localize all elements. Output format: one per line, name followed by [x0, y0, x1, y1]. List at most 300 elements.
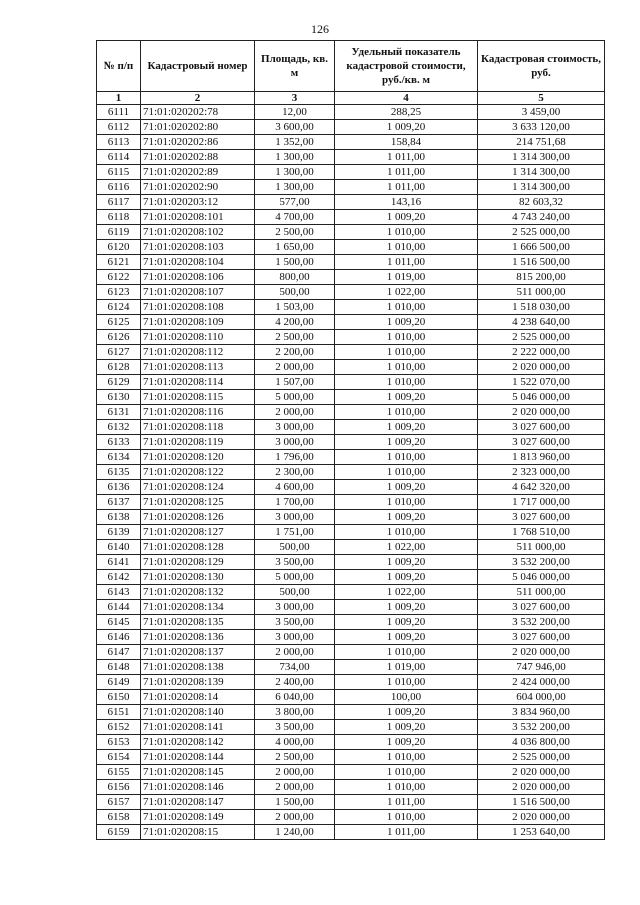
area-cell: 2 000,00 — [255, 405, 335, 420]
area-cell: 3 500,00 — [255, 720, 335, 735]
row-number-cell: 6132 — [97, 420, 141, 435]
table-row — [97, 300, 605, 315]
row-number-cell: 6117 — [97, 195, 141, 210]
cadastral-number-cell: 71:01:020208:116 — [141, 405, 255, 420]
unit-value-cell: 288,25 — [335, 105, 478, 120]
cadastral-number-cell: 71:01:020208:102 — [141, 225, 255, 240]
cadastral-value-cell: 511 000,00 — [478, 585, 605, 600]
area-cell: 2 000,00 — [255, 765, 335, 780]
table-row — [97, 525, 605, 540]
unit-value-cell: 1 010,00 — [335, 765, 478, 780]
row-number-cell: 6145 — [97, 615, 141, 630]
cadastral-value-cell: 1 516 500,00 — [478, 795, 605, 810]
unit-value-cell: 1 010,00 — [335, 360, 478, 375]
cadastral-value-cell: 2 020 000,00 — [478, 405, 605, 420]
row-number-cell: 6146 — [97, 630, 141, 645]
cadastral-number-cell: 71:01:020208:149 — [141, 810, 255, 825]
row-number-cell: 6119 — [97, 225, 141, 240]
row-number-cell: 6137 — [97, 495, 141, 510]
cadastral-number-cell: 71:01:020208:130 — [141, 570, 255, 585]
cadastral-number-cell: 71:01:020208:147 — [141, 795, 255, 810]
unit-value-cell: 1 010,00 — [335, 675, 478, 690]
row-number-cell: 6150 — [97, 690, 141, 705]
column-number: 2 — [141, 92, 255, 105]
area-cell: 2 000,00 — [255, 360, 335, 375]
row-number-cell: 6157 — [97, 795, 141, 810]
unit-value-cell: 1 022,00 — [335, 585, 478, 600]
table-row — [97, 585, 605, 600]
cadastral-value-cell: 747 946,00 — [478, 660, 605, 675]
cadastral-number-cell: 71:01:020202:86 — [141, 135, 255, 150]
row-number-cell: 6133 — [97, 435, 141, 450]
row-number-cell: 6114 — [97, 150, 141, 165]
cadastral-number-cell: 71:01:020208:134 — [141, 600, 255, 615]
header-cadastral-number: Кадастровый номер — [141, 41, 255, 92]
unit-value-cell: 1 011,00 — [335, 795, 478, 810]
area-cell: 500,00 — [255, 285, 335, 300]
cadastral-number-cell: 71:01:020208:14 — [141, 690, 255, 705]
row-number-cell: 6125 — [97, 315, 141, 330]
unit-value-cell: 1 010,00 — [335, 375, 478, 390]
cadastral-value-cell: 214 751,68 — [478, 135, 605, 150]
cadastral-value-cell: 4 238 640,00 — [478, 315, 605, 330]
cadastral-number-cell: 71:01:020208:113 — [141, 360, 255, 375]
cadastral-number-cell: 71:01:020208:145 — [141, 765, 255, 780]
cadastral-value-cell: 1 768 510,00 — [478, 525, 605, 540]
cadastral-number-cell: 71:01:020208:142 — [141, 735, 255, 750]
header-area: Площадь, кв. м — [255, 41, 335, 92]
cadastral-value-cell: 1 516 500,00 — [478, 255, 605, 270]
unit-value-cell: 1 009,20 — [335, 315, 478, 330]
area-cell: 1 300,00 — [255, 150, 335, 165]
unit-value-cell: 143,16 — [335, 195, 478, 210]
cadastral-value-cell: 1 314 300,00 — [478, 180, 605, 195]
area-cell: 1 300,00 — [255, 180, 335, 195]
cadastral-number-cell: 71:01:020208:104 — [141, 255, 255, 270]
unit-value-cell: 1 009,20 — [335, 720, 478, 735]
unit-value-cell: 1 010,00 — [335, 750, 478, 765]
area-cell: 12,00 — [255, 105, 335, 120]
unit-value-cell: 100,00 — [335, 690, 478, 705]
cadastral-number-cell: 71:01:020202:89 — [141, 165, 255, 180]
cadastral-number-cell: 71:01:020208:140 — [141, 705, 255, 720]
unit-value-cell: 1 019,00 — [335, 270, 478, 285]
area-cell: 1 751,00 — [255, 525, 335, 540]
area-cell: 3 600,00 — [255, 120, 335, 135]
row-number-cell: 6139 — [97, 525, 141, 540]
area-cell: 6 040,00 — [255, 690, 335, 705]
row-number-cell: 6136 — [97, 480, 141, 495]
area-cell: 4 700,00 — [255, 210, 335, 225]
row-number-cell: 6159 — [97, 825, 141, 840]
cadastral-number-cell: 71:01:020208:125 — [141, 495, 255, 510]
cadastral-number-cell: 71:01:020208:141 — [141, 720, 255, 735]
unit-value-cell: 1 010,00 — [335, 810, 478, 825]
area-cell: 3 000,00 — [255, 630, 335, 645]
table-row — [97, 375, 605, 390]
cadastral-value-cell: 3 027 600,00 — [478, 420, 605, 435]
area-cell: 2 500,00 — [255, 750, 335, 765]
cadastral-value-cell: 3 027 600,00 — [478, 630, 605, 645]
cadastral-number-cell: 71:01:020208:115 — [141, 390, 255, 405]
area-cell: 734,00 — [255, 660, 335, 675]
cadastral-value-cell: 2 020 000,00 — [478, 810, 605, 825]
area-cell: 500,00 — [255, 540, 335, 555]
unit-value-cell: 1 009,20 — [335, 630, 478, 645]
unit-value-cell: 1 009,20 — [335, 120, 478, 135]
cadastral-value-cell: 3 532 200,00 — [478, 720, 605, 735]
table-row — [97, 555, 605, 570]
unit-value-cell: 1 009,20 — [335, 705, 478, 720]
table-row — [97, 405, 605, 420]
table-row — [97, 435, 605, 450]
cadastral-value-cell: 1 522 070,00 — [478, 375, 605, 390]
area-cell: 1 300,00 — [255, 165, 335, 180]
cadastral-number-cell: 71:01:020208:137 — [141, 645, 255, 660]
cadastral-value-cell: 511 000,00 — [478, 540, 605, 555]
unit-value-cell: 1 009,20 — [335, 420, 478, 435]
cadastral-value-cell: 3 834 960,00 — [478, 705, 605, 720]
unit-value-cell: 1 009,20 — [335, 480, 478, 495]
cadastral-value-cell: 5 046 000,00 — [478, 570, 605, 585]
cadastral-value-cell: 2 020 000,00 — [478, 360, 605, 375]
cadastral-value-cell: 5 046 000,00 — [478, 390, 605, 405]
cadastral-value-cell: 2 525 000,00 — [478, 225, 605, 240]
table-row — [97, 180, 605, 195]
cadastral-value-cell: 1 314 300,00 — [478, 150, 605, 165]
cadastral-number-cell: 71:01:020208:108 — [141, 300, 255, 315]
cadastral-number-cell: 71:01:020208:112 — [141, 345, 255, 360]
column-number: 4 — [335, 92, 478, 105]
cadastral-value-cell: 511 000,00 — [478, 285, 605, 300]
cadastral-value-cell: 2 323 000,00 — [478, 465, 605, 480]
area-cell: 2 200,00 — [255, 345, 335, 360]
cadastral-number-cell: 71:01:020208:103 — [141, 240, 255, 255]
table-row — [97, 720, 605, 735]
area-cell: 1 650,00 — [255, 240, 335, 255]
row-number-cell: 6138 — [97, 510, 141, 525]
unit-value-cell: 158,84 — [335, 135, 478, 150]
row-number-cell: 6158 — [97, 810, 141, 825]
row-number-cell: 6152 — [97, 720, 141, 735]
column-number: 5 — [478, 92, 605, 105]
row-number-cell: 6141 — [97, 555, 141, 570]
unit-value-cell: 1 010,00 — [335, 330, 478, 345]
cadastral-number-cell: 71:01:020208:126 — [141, 510, 255, 525]
row-number-cell: 6153 — [97, 735, 141, 750]
area-cell: 3 500,00 — [255, 555, 335, 570]
area-cell: 3 500,00 — [255, 615, 335, 630]
row-number-cell: 6149 — [97, 675, 141, 690]
area-cell: 500,00 — [255, 585, 335, 600]
unit-value-cell: 1 010,00 — [335, 525, 478, 540]
table-row — [97, 645, 605, 660]
unit-value-cell: 1 009,20 — [335, 615, 478, 630]
row-number-cell: 6123 — [97, 285, 141, 300]
unit-value-cell: 1 011,00 — [335, 150, 478, 165]
area-cell: 3 000,00 — [255, 510, 335, 525]
cadastral-value-cell: 3 532 200,00 — [478, 555, 605, 570]
row-number-cell: 6129 — [97, 375, 141, 390]
table-row — [97, 360, 605, 375]
table-row — [97, 675, 605, 690]
unit-value-cell: 1 010,00 — [335, 225, 478, 240]
table-row — [97, 810, 605, 825]
cadastral-value-cell: 4 036 800,00 — [478, 735, 605, 750]
unit-value-cell: 1 011,00 — [335, 255, 478, 270]
row-number-cell: 6155 — [97, 765, 141, 780]
table-row — [97, 705, 605, 720]
header-row-number: № п/п — [97, 41, 141, 92]
table-row — [97, 750, 605, 765]
table-row — [97, 315, 605, 330]
table-row — [97, 135, 605, 150]
cadastral-value-cell: 3 633 120,00 — [478, 120, 605, 135]
area-cell: 3 000,00 — [255, 600, 335, 615]
cadastral-value-cell: 2 525 000,00 — [478, 750, 605, 765]
unit-value-cell: 1 009,20 — [335, 600, 478, 615]
row-number-cell: 6128 — [97, 360, 141, 375]
cadastral-number-cell: 71:01:020208:139 — [141, 675, 255, 690]
table-row — [97, 240, 605, 255]
cadastral-number-cell: 71:01:020208:110 — [141, 330, 255, 345]
area-cell: 2 400,00 — [255, 675, 335, 690]
table-header — [97, 41, 605, 105]
area-cell: 3 800,00 — [255, 705, 335, 720]
area-cell: 2 000,00 — [255, 645, 335, 660]
unit-value-cell: 1 009,20 — [335, 555, 478, 570]
row-number-cell: 6130 — [97, 390, 141, 405]
table-row — [97, 225, 605, 240]
table-row — [97, 105, 605, 120]
row-number-cell: 6118 — [97, 210, 141, 225]
table-row — [97, 390, 605, 405]
table-row — [97, 285, 605, 300]
unit-value-cell: 1 009,20 — [335, 210, 478, 225]
cadastral-number-cell: 71:01:020208:107 — [141, 285, 255, 300]
cadastral-value-cell: 1 518 030,00 — [478, 300, 605, 315]
table-row — [97, 465, 605, 480]
area-cell: 5 000,00 — [255, 570, 335, 585]
table-row — [97, 330, 605, 345]
cadastral-number-cell: 71:01:020208:144 — [141, 750, 255, 765]
table-row — [97, 780, 605, 795]
table-row — [97, 615, 605, 630]
row-number-cell: 6112 — [97, 120, 141, 135]
header-unit-value: Удельный показатель кадастровой стоимости, руб./кв. м — [335, 41, 478, 92]
cadastral-number-cell: 71:01:020208:119 — [141, 435, 255, 450]
cadastral-value-cell: 2 424 000,00 — [478, 675, 605, 690]
table-row — [97, 690, 605, 705]
cadastral-number-cell: 71:01:020208:114 — [141, 375, 255, 390]
cadastral-number-cell: 71:01:020203:12 — [141, 195, 255, 210]
table-row — [97, 150, 605, 165]
row-number-cell: 6126 — [97, 330, 141, 345]
page-number: 126 — [311, 22, 329, 36]
table-row — [97, 480, 605, 495]
unit-value-cell: 1 010,00 — [335, 465, 478, 480]
row-number-cell: 6131 — [97, 405, 141, 420]
cadastral-value-cell: 3 459,00 — [478, 105, 605, 120]
unit-value-cell: 1 009,20 — [335, 435, 478, 450]
area-cell: 2 300,00 — [255, 465, 335, 480]
cadastral-value-cell: 2 020 000,00 — [478, 765, 605, 780]
table-row — [97, 600, 605, 615]
table-row — [97, 210, 605, 225]
header-cadastral-value: Кадастровая стоимость, руб. — [478, 41, 605, 92]
column-number: 3 — [255, 92, 335, 105]
row-number-cell: 6148 — [97, 660, 141, 675]
cadastral-value-cell: 2 020 000,00 — [478, 780, 605, 795]
cadastral-value-cell: 1 253 640,00 — [478, 825, 605, 840]
unit-value-cell: 1 010,00 — [335, 780, 478, 795]
unit-value-cell: 1 019,00 — [335, 660, 478, 675]
table-row — [97, 120, 605, 135]
table-row — [97, 270, 605, 285]
row-number-cell: 6122 — [97, 270, 141, 285]
unit-value-cell: 1 010,00 — [335, 405, 478, 420]
unit-value-cell: 1 009,20 — [335, 510, 478, 525]
cadastral-value-cell: 82 603,32 — [478, 195, 605, 210]
column-number-row — [97, 92, 605, 105]
table-row — [97, 735, 605, 750]
cadastral-number-cell: 71:01:020208:128 — [141, 540, 255, 555]
cadastral-number-cell: 71:01:020208:120 — [141, 450, 255, 465]
table-row — [97, 570, 605, 585]
row-number-cell: 6144 — [97, 600, 141, 615]
cadastral-value-cell: 1 813 960,00 — [478, 450, 605, 465]
unit-value-cell: 1 009,20 — [335, 570, 478, 585]
cadastral-number-cell: 71:01:020208:122 — [141, 465, 255, 480]
unit-value-cell: 1 011,00 — [335, 180, 478, 195]
unit-value-cell: 1 009,20 — [335, 390, 478, 405]
row-number-cell: 6135 — [97, 465, 141, 480]
area-cell: 1 700,00 — [255, 495, 335, 510]
area-cell: 4 600,00 — [255, 480, 335, 495]
unit-value-cell: 1 009,20 — [335, 735, 478, 750]
cadastral-value-cell: 815 200,00 — [478, 270, 605, 285]
cadastral-value-cell: 3 027 600,00 — [478, 435, 605, 450]
row-number-cell: 6142 — [97, 570, 141, 585]
unit-value-cell: 1 011,00 — [335, 825, 478, 840]
unit-value-cell: 1 010,00 — [335, 300, 478, 315]
cadastral-value-cell: 604 000,00 — [478, 690, 605, 705]
unit-value-cell: 1 011,00 — [335, 165, 478, 180]
cadastral-number-cell: 71:01:020208:106 — [141, 270, 255, 285]
area-cell: 800,00 — [255, 270, 335, 285]
area-cell: 3 000,00 — [255, 435, 335, 450]
table-row — [97, 795, 605, 810]
area-cell: 1 796,00 — [255, 450, 335, 465]
cadastral-value-cell: 4 642 320,00 — [478, 480, 605, 495]
area-cell: 2 500,00 — [255, 225, 335, 240]
row-number-cell: 6134 — [97, 450, 141, 465]
cadastral-value-table — [96, 40, 605, 840]
cadastral-number-cell: 71:01:020202:78 — [141, 105, 255, 120]
table-row — [97, 540, 605, 555]
cadastral-value-cell: 3 027 600,00 — [478, 600, 605, 615]
table-row — [97, 765, 605, 780]
cadastral-value-cell: 2 525 000,00 — [478, 330, 605, 345]
cadastral-number-cell: 71:01:020202:90 — [141, 180, 255, 195]
area-cell: 2 000,00 — [255, 780, 335, 795]
table-row — [97, 450, 605, 465]
cadastral-number-cell: 71:01:020208:101 — [141, 210, 255, 225]
cadastral-number-cell: 71:01:020202:80 — [141, 120, 255, 135]
table-row — [97, 420, 605, 435]
area-cell: 1 503,00 — [255, 300, 335, 315]
row-number-cell: 6143 — [97, 585, 141, 600]
cadastral-number-cell: 71:01:020208:118 — [141, 420, 255, 435]
cadastral-number-cell: 71:01:020208:138 — [141, 660, 255, 675]
row-number-cell: 6154 — [97, 750, 141, 765]
cadastral-value-cell: 1 666 500,00 — [478, 240, 605, 255]
cadastral-number-cell: 71:01:020202:88 — [141, 150, 255, 165]
cadastral-number-cell: 71:01:020208:124 — [141, 480, 255, 495]
area-cell: 4 000,00 — [255, 735, 335, 750]
area-cell: 577,00 — [255, 195, 335, 210]
row-number-cell: 6113 — [97, 135, 141, 150]
cadastral-value-cell: 1 717 000,00 — [478, 495, 605, 510]
row-number-cell: 6121 — [97, 255, 141, 270]
row-number-cell: 6111 — [97, 105, 141, 120]
row-number-cell: 6115 — [97, 165, 141, 180]
unit-value-cell: 1 010,00 — [335, 345, 478, 360]
area-cell: 2 000,00 — [255, 810, 335, 825]
cadastral-number-cell: 71:01:020208:15 — [141, 825, 255, 840]
cadastral-number-cell: 71:01:020208:127 — [141, 525, 255, 540]
row-number-cell: 6156 — [97, 780, 141, 795]
unit-value-cell: 1 010,00 — [335, 450, 478, 465]
cadastral-number-cell: 71:01:020208:136 — [141, 630, 255, 645]
area-cell: 1 507,00 — [255, 375, 335, 390]
column-number: 1 — [97, 92, 141, 105]
table-row — [97, 660, 605, 675]
row-number-cell: 6127 — [97, 345, 141, 360]
cadastral-value-cell: 2 020 000,00 — [478, 645, 605, 660]
cadastral-value-cell: 3 027 600,00 — [478, 510, 605, 525]
table-row — [97, 345, 605, 360]
cadastral-number-cell: 71:01:020208:146 — [141, 780, 255, 795]
table-row — [97, 495, 605, 510]
area-cell: 2 500,00 — [255, 330, 335, 345]
table-body — [97, 105, 605, 840]
cadastral-number-cell: 71:01:020208:109 — [141, 315, 255, 330]
table-row — [97, 630, 605, 645]
area-cell: 1 352,00 — [255, 135, 335, 150]
row-number-cell: 6116 — [97, 180, 141, 195]
cadastral-value-cell: 3 532 200,00 — [478, 615, 605, 630]
area-cell: 1 500,00 — [255, 255, 335, 270]
table-row — [97, 195, 605, 210]
unit-value-cell: 1 022,00 — [335, 540, 478, 555]
cadastral-number-cell: 71:01:020208:135 — [141, 615, 255, 630]
row-number-cell: 6120 — [97, 240, 141, 255]
row-number-cell: 6151 — [97, 705, 141, 720]
area-cell: 5 000,00 — [255, 390, 335, 405]
cadastral-number-cell: 71:01:020208:129 — [141, 555, 255, 570]
cadastral-number-cell: 71:01:020208:132 — [141, 585, 255, 600]
row-number-cell: 6140 — [97, 540, 141, 555]
area-cell: 3 000,00 — [255, 420, 335, 435]
table-row — [97, 510, 605, 525]
cadastral-value-cell: 4 743 240,00 — [478, 210, 605, 225]
area-cell: 1 500,00 — [255, 795, 335, 810]
table-row — [97, 255, 605, 270]
unit-value-cell: 1 022,00 — [335, 285, 478, 300]
area-cell: 1 240,00 — [255, 825, 335, 840]
row-number-cell: 6147 — [97, 645, 141, 660]
